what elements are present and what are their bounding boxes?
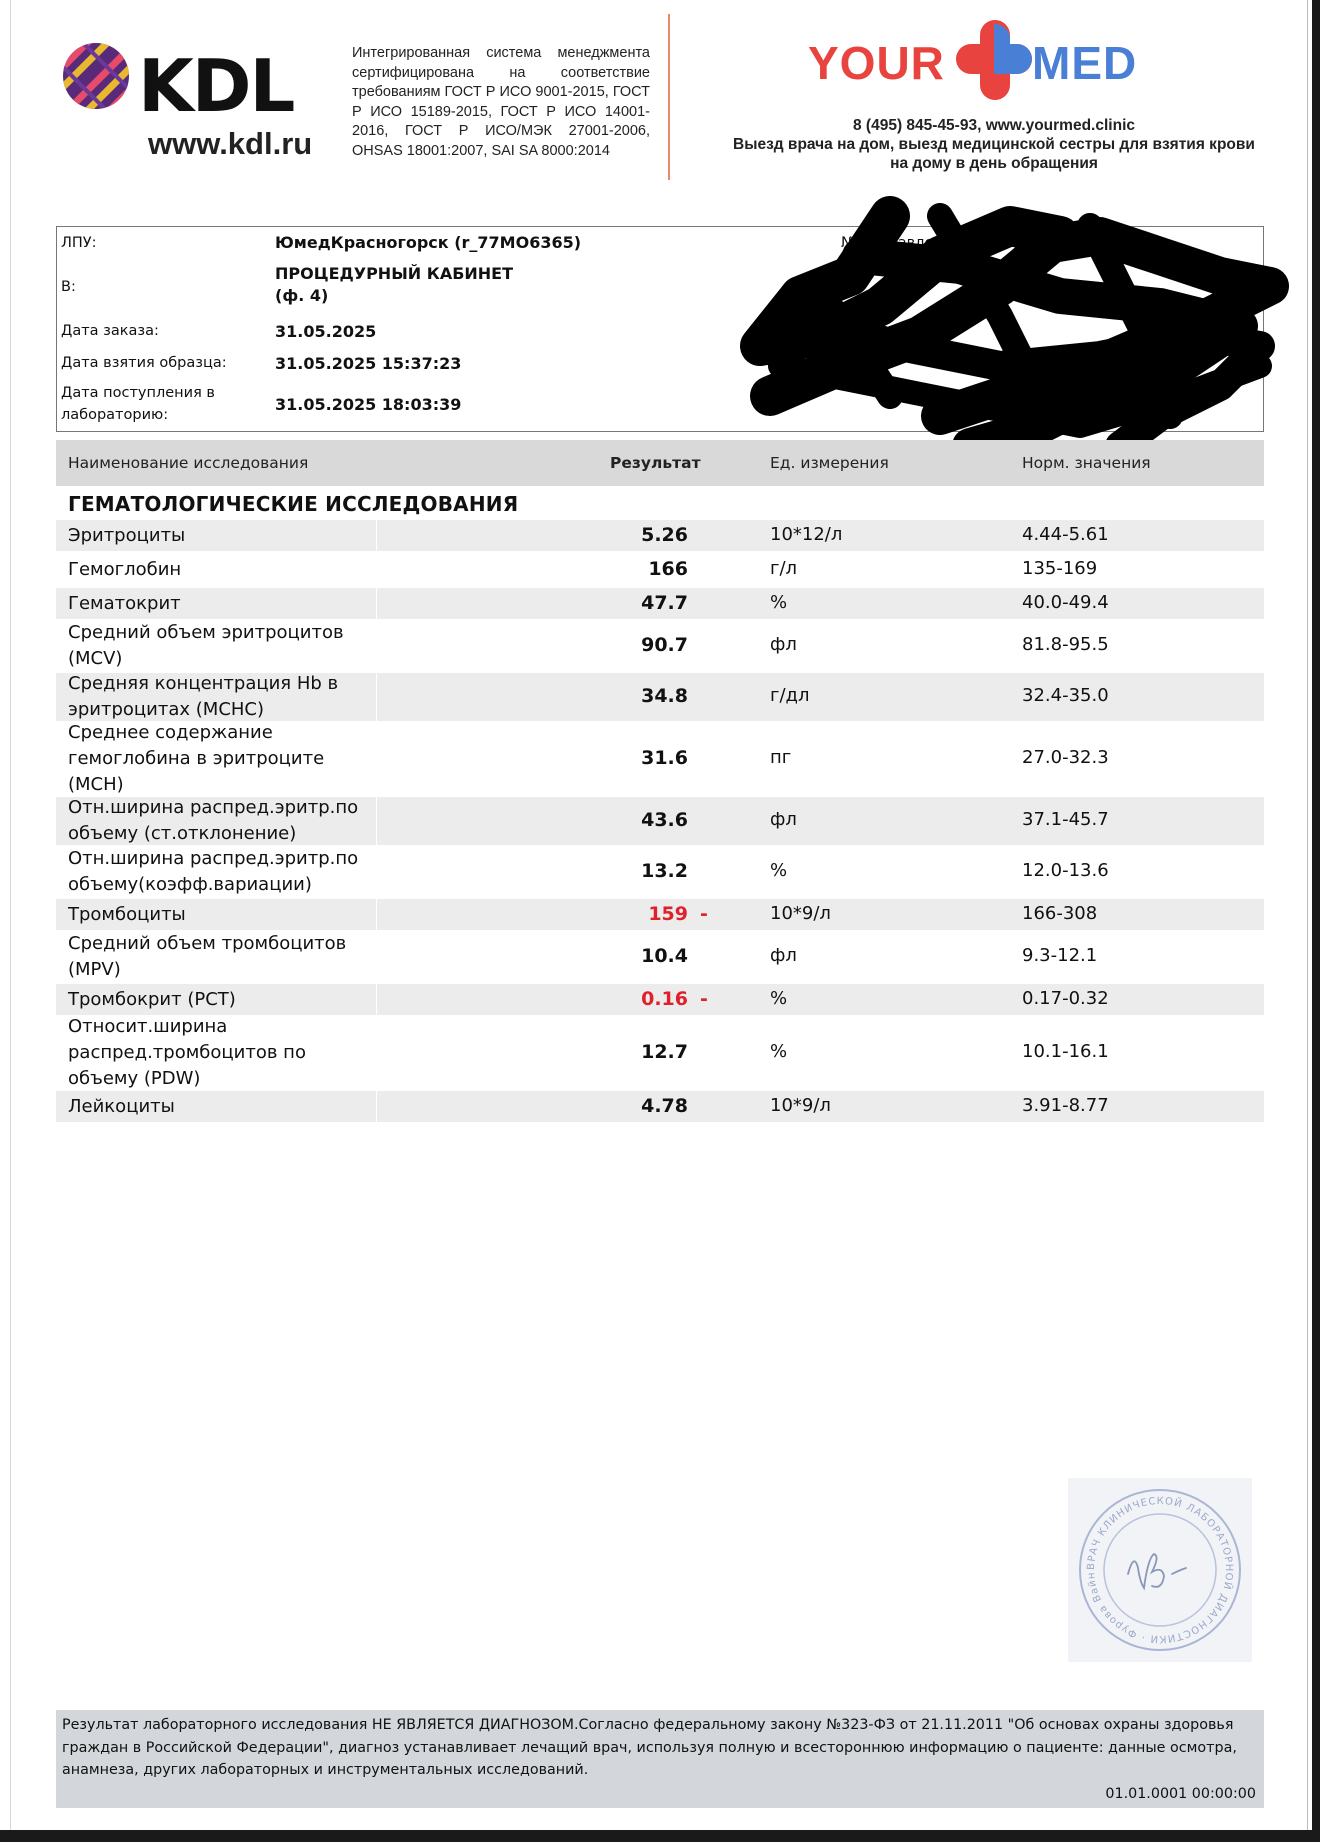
test-name-line: Средний объем эритроцитов (68, 622, 344, 643)
referral-label: № направлен (841, 235, 943, 251)
test-norm: 37.1-45.7 (1022, 809, 1109, 830)
page-border (1312, 0, 1320, 1842)
test-unit: % (770, 860, 788, 881)
kdl-brand: KDL (138, 44, 294, 128)
table-row (56, 673, 1264, 724)
column-separator (376, 1018, 377, 1088)
test-name-line: (MCH) (68, 774, 124, 795)
test-unit: 10*9/л (770, 902, 831, 924)
fio-label: Фа (841, 279, 863, 295)
test-norm: 81.8-95.5 (1022, 634, 1109, 655)
abnormal-flag: - (700, 987, 708, 1010)
test-result: 34.8 (641, 685, 688, 707)
column-separator (376, 899, 377, 930)
order-date-value: 31.05.2025 (275, 322, 377, 341)
header-unit: Ед. измерения (770, 454, 889, 472)
test-result: 31.6 (641, 747, 688, 769)
column-separator (376, 724, 377, 794)
test-result: 5.26 (641, 523, 688, 546)
table-row (56, 588, 1264, 622)
table-rows (56, 520, 1264, 1125)
test-name-line: Средняя концентрация Hb в (68, 673, 339, 694)
table-row (56, 797, 1264, 848)
lab-date-label: Дата поступления в (61, 385, 215, 401)
signature-icon (1128, 1554, 1186, 1588)
test-unit: г/л (770, 557, 798, 579)
disclaimer-text: Результат лабораторного исследования НЕ ЯВЛЯЕТСЯ ДИАГНОЗОМ.Согласно федеральному закону №323-ФЗ от 21.11.2011 "Об основах охраны здоровья граждан в Российской Федерации", диагноз устанавливает лечащий врач, используя полную и всестороннюю информацию о пациенте: данные осмотра, анамнеза, других лабораторных и инструментальных исследований. (62, 1717, 1237, 1778)
test-name-line: Гемоглобин (68, 558, 182, 580)
test-name (68, 795, 358, 847)
kdl-url: www.kdl.ru (148, 126, 313, 161)
column-separator (376, 933, 377, 981)
test-name (68, 557, 181, 583)
test-norm: 4.44-5.61 (1022, 523, 1109, 545)
section-title (56, 486, 1264, 520)
lpu-value: ЮмедКрасногорск (r_77MO6365) (275, 233, 582, 252)
yourmed-phone: 8 (495) 845-45-93, www.yourmed.clinic (853, 117, 1135, 134)
yourmed-logo (808, 18, 1138, 108)
lab-date-label: лабораторию: (61, 407, 169, 423)
test-name (68, 1094, 175, 1120)
test-norm: 135-169 (1022, 557, 1098, 579)
test-name (68, 720, 324, 798)
test-name (68, 902, 186, 928)
test-name-line: Среднее содержание (68, 722, 273, 743)
results-table (56, 440, 1264, 1125)
page-edge (10, 0, 11, 1830)
yourmed-service: на дому в день обращения (890, 155, 1098, 172)
page-edge (1307, 0, 1308, 1830)
test-result: 166 (648, 557, 688, 580)
table-row (56, 554, 1264, 588)
column-separator (376, 984, 377, 1015)
test-result: 0.16 (641, 987, 688, 1010)
svg-text:ВРАЧ КЛИНИЧЕСКОЙ ЛАБОРАТОРНОЙ (1068, 1478, 1235, 1644)
doctor-stamp (1068, 1478, 1252, 1662)
test-name-line: Относит.ширина (68, 1016, 228, 1037)
column-separator (376, 520, 377, 551)
sample-date-label: Дата взятия образца: (61, 355, 227, 371)
test-norm: 12.0-13.6 (1022, 860, 1109, 881)
v-value: (ф. 4) (275, 286, 329, 305)
yourmed-service: Выезд врача на дом, выезд медицинской сестры для взятия крови (733, 136, 1255, 153)
column-separator (376, 848, 377, 896)
column-separator (376, 554, 377, 585)
test-name-line: распред.тромбоцитов по (68, 1042, 306, 1063)
table-row (56, 933, 1264, 984)
test-name-line: Гематокрит (68, 592, 181, 614)
test-name-line: Лейкоциты (68, 1095, 175, 1117)
test-result: 13.2 (641, 860, 688, 882)
test-norm: 40.0-49.4 (1022, 591, 1109, 613)
column-separator (376, 673, 377, 721)
section-title-text: ГЕМАТОЛОГИЧЕСКИЕ ИССЛЕДОВАНИЯ (68, 492, 519, 516)
test-name-line: Отн.ширина распред.эритр.по (68, 797, 359, 818)
column-separator (376, 588, 377, 619)
footer-disclaimer (56, 1710, 1264, 1808)
test-norm: 166-308 (1022, 902, 1098, 924)
test-norm: 3.91-8.77 (1022, 1094, 1109, 1116)
table-row (56, 848, 1264, 899)
kdl-logo (60, 40, 330, 160)
test-name (68, 1014, 306, 1092)
yourmed-your: YOUR (808, 37, 945, 89)
page-border (0, 1830, 1320, 1842)
table-header (56, 440, 1264, 486)
yourmed-med: MED (1032, 37, 1138, 89)
stamp-seal-icon (1068, 1478, 1252, 1662)
test-norm: 10.1-16.1 (1022, 1041, 1109, 1062)
test-name (68, 931, 346, 983)
column-separator (376, 797, 377, 845)
test-unit: г/дл (770, 685, 810, 706)
test-result: 47.7 (641, 591, 688, 614)
table-row (56, 984, 1264, 1018)
test-name-line: объему (ст.отклонение) (68, 823, 297, 844)
test-norm: 9.3-12.1 (1022, 945, 1098, 966)
header-result: Результат (610, 454, 701, 472)
test-result: 90.7 (641, 634, 688, 656)
test-name (68, 846, 358, 898)
test-name (68, 620, 344, 672)
table-row (56, 1018, 1264, 1091)
test-unit: фл (770, 809, 797, 830)
header-divider (668, 14, 670, 180)
test-unit: 10*12/л (770, 523, 843, 545)
yourmed-contact (680, 116, 1308, 173)
test-name-line: объему (PDW) (68, 1068, 201, 1089)
footer-timestamp: 01.01.0001 00:00:00 (1105, 1786, 1256, 1802)
test-name-line: Тромбоциты (68, 903, 186, 925)
test-name-line: (MPV) (68, 959, 121, 980)
test-name (68, 987, 236, 1013)
test-unit: фл (770, 945, 797, 966)
test-result: 12.7 (641, 1041, 688, 1063)
kdl-mark-icon (60, 40, 132, 112)
test-name (68, 671, 338, 723)
test-result: 10.4 (641, 945, 688, 967)
table-row (56, 1091, 1264, 1125)
test-name-line: Эритроциты (68, 524, 186, 546)
order-date-label: Дата заказа: (61, 323, 159, 339)
test-name (68, 591, 181, 617)
test-result: 43.6 (641, 809, 688, 831)
header-name: Наименование исследования (68, 454, 309, 472)
medical-cross-icon (956, 18, 1032, 102)
column-separator (376, 622, 377, 670)
test-name-line: Средний объем тромбоцитов (68, 933, 347, 954)
table-row (56, 724, 1264, 797)
table-row (56, 899, 1264, 933)
header-norm: Норм. значения (1022, 454, 1151, 472)
certification-text: Интегрированная система менеджмента сертифицирована на соответствие требованиям ГОСТ Р ИСО 9001-2015, ГОСТ Р ИСО 15189-2015, ГОСТ Р ИСО 14001-2016, ГОСТ Р ИСО/МЭК 27001-2006, OHSAS 18001:2007, SAI SA 8000:2014 (352, 45, 650, 159)
v-label: В: (61, 279, 76, 295)
test-unit: % (770, 591, 788, 613)
v-value: ПРОЦЕДУРНЫЙ КАБИНЕТ (275, 264, 514, 283)
column-separator (376, 1091, 377, 1122)
test-name-line: Отн.ширина распред.эритр.по (68, 848, 359, 869)
test-name-line: эритроцитах (MCHC) (68, 699, 265, 720)
test-unit: 10*9/л (770, 1094, 831, 1116)
test-result: 4.78 (641, 1094, 688, 1117)
test-unit: фл (770, 634, 797, 655)
stamp-ring-text: ВРАЧ КЛИНИЧЕСКОЙ ЛАБОРАТОРНОЙ ДИАГНОСТИКИ · Фурова Вайн (1085, 1495, 1235, 1645)
test-unit: пг (770, 747, 792, 768)
sample-date-value: 31.05.2025 15:37:23 (275, 354, 462, 373)
test-name-line: гемоглобина в эритроците (68, 748, 325, 769)
test-unit: % (770, 1041, 788, 1062)
lab-date-value: 31.05.2025 18:03:39 (275, 395, 462, 414)
test-name-line: Тромбокрит (PCT) (68, 988, 236, 1010)
table-row (56, 622, 1264, 673)
test-name (68, 523, 185, 549)
test-norm: 27.0-32.3 (1022, 747, 1109, 768)
test-norm: 32.4-35.0 (1022, 685, 1109, 706)
test-name-line: (MCV) (68, 648, 123, 669)
test-result: 159 (648, 902, 688, 925)
redaction-scribble (740, 196, 1300, 466)
abnormal-flag: - (700, 902, 708, 925)
lpu-label: ЛПУ: (61, 235, 97, 251)
test-name-line: объему(коэфф.вариации) (68, 874, 312, 895)
test-norm: 0.17-0.32 (1022, 987, 1109, 1009)
table-row (56, 520, 1264, 554)
test-unit: % (770, 987, 788, 1009)
